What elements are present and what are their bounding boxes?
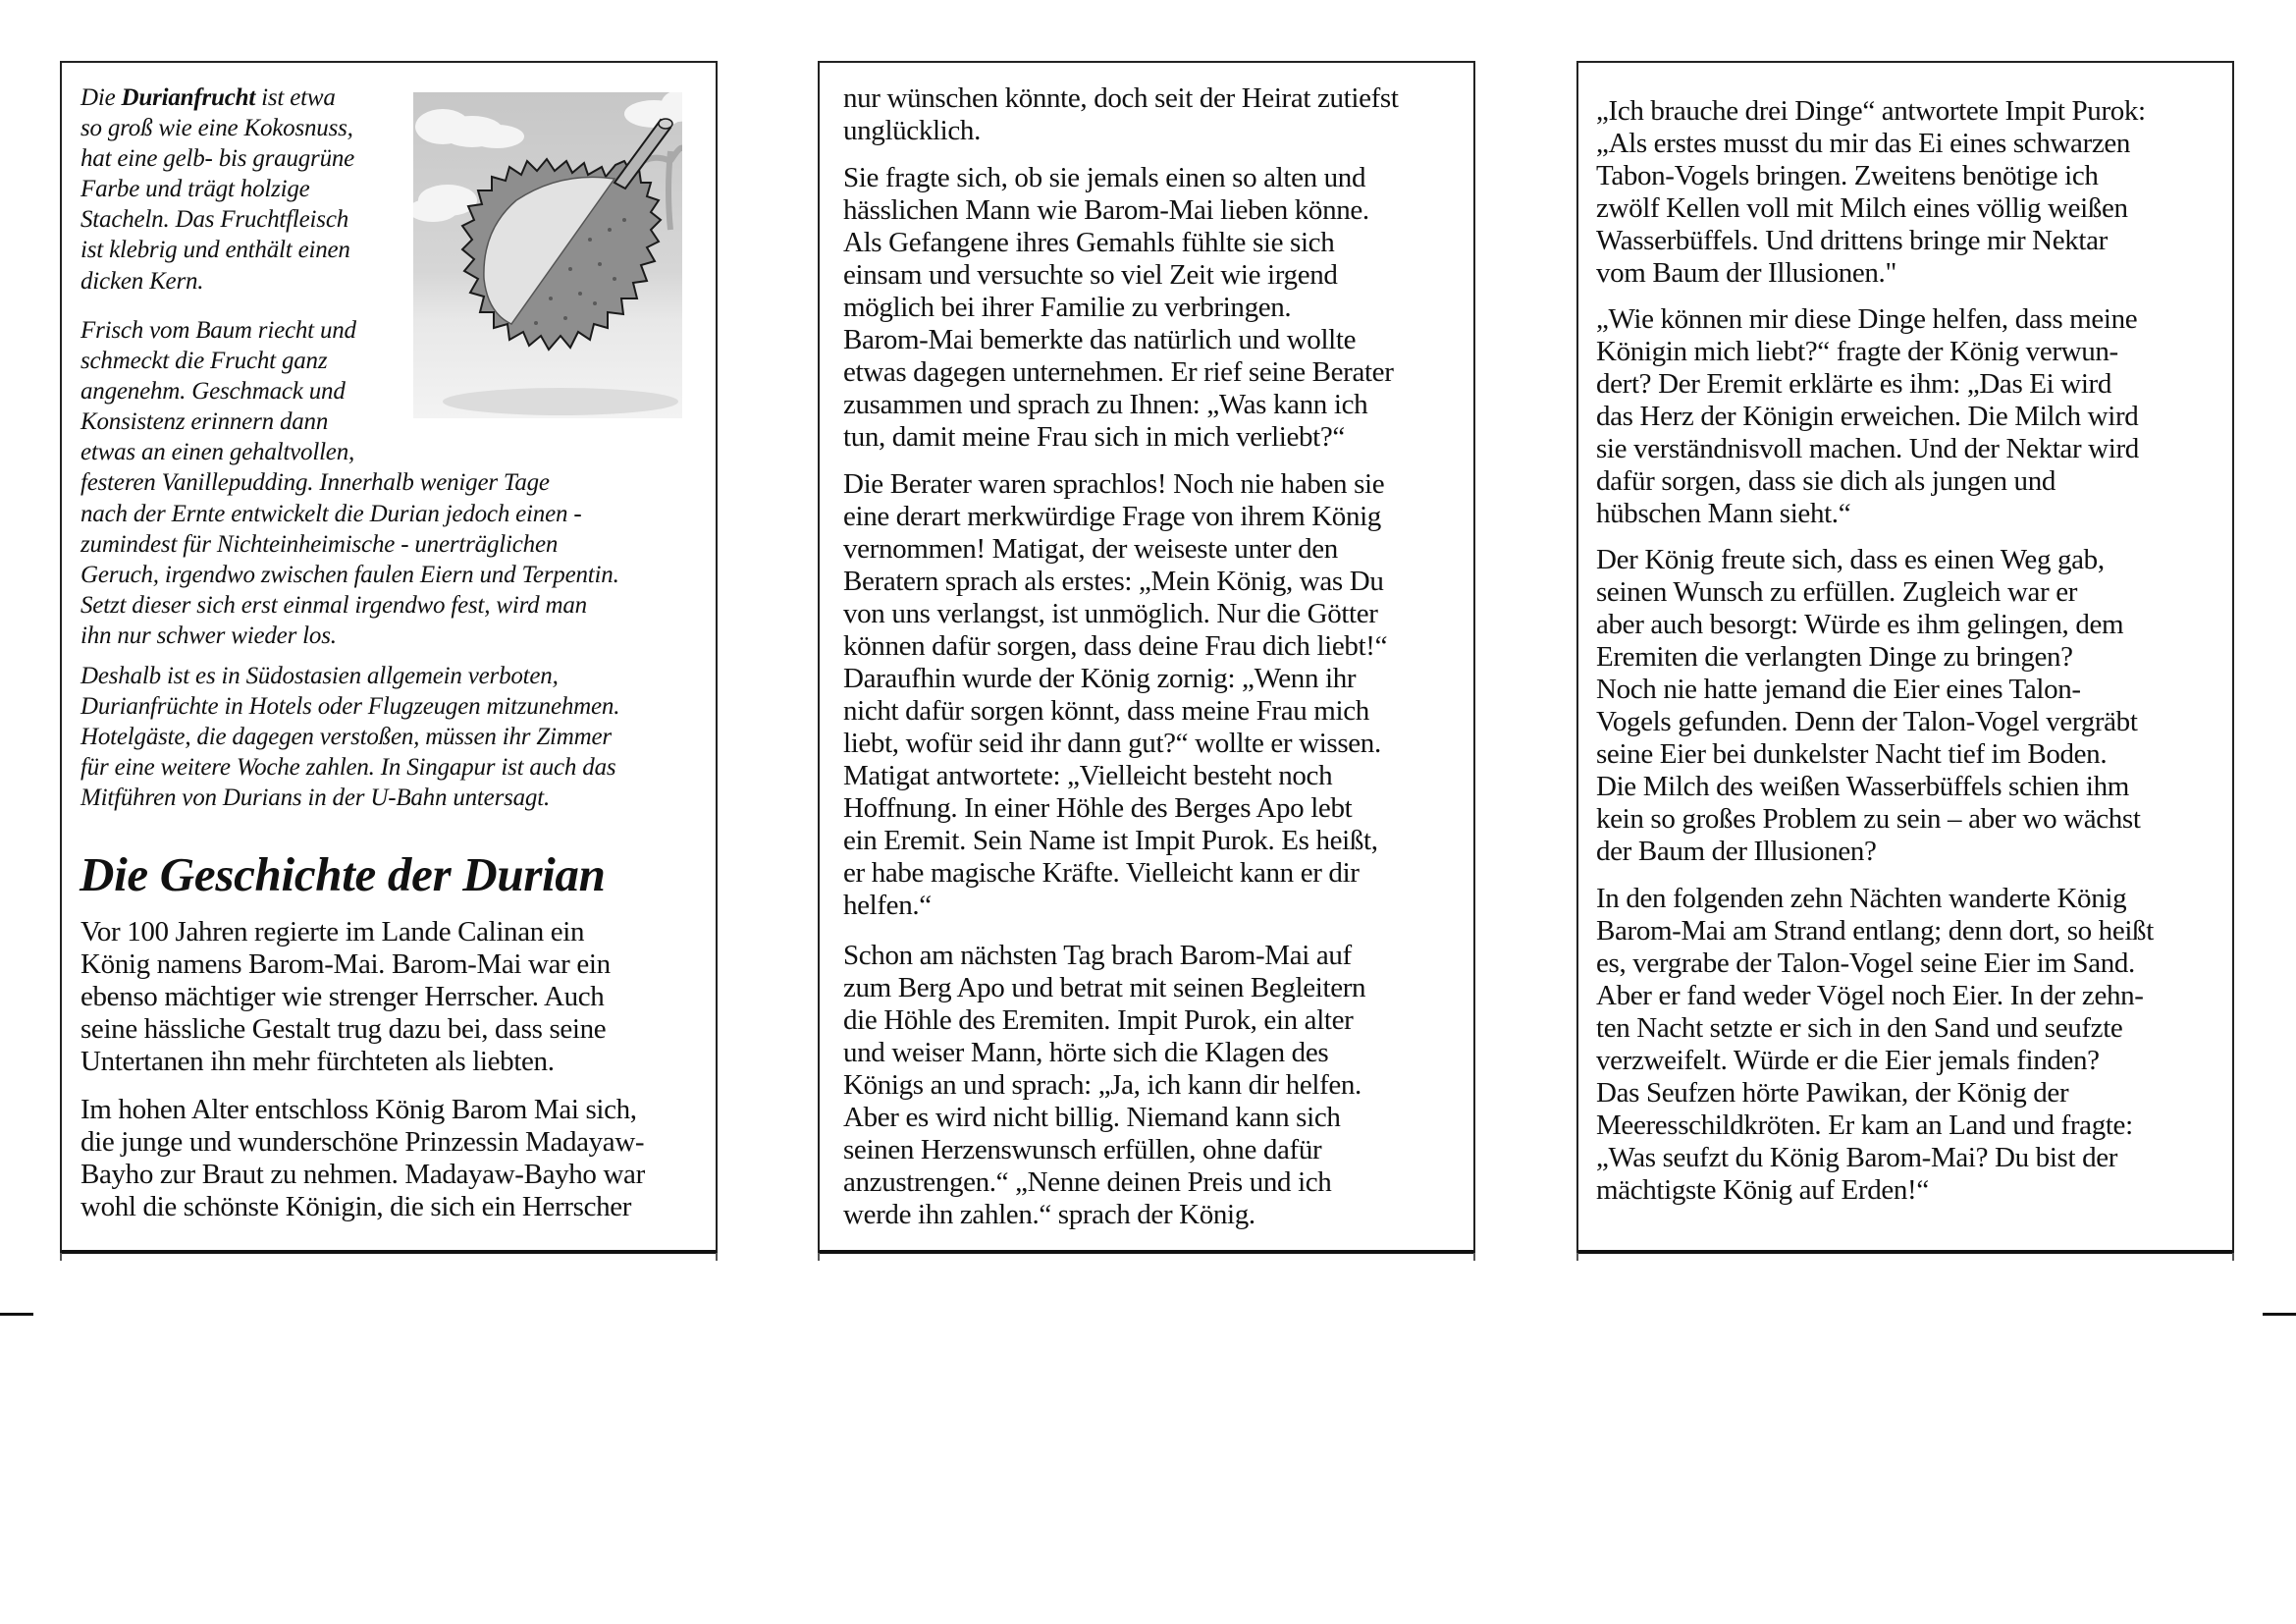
text-line: anzustrengen.“ „Nenne deinen Preis und ich	[843, 1166, 1332, 1198]
text-line: seinen Herzenswunsch erfüllen, ohne dafür	[843, 1134, 1322, 1165]
text-line: „Als erstes musst du mir das Ei eines schwarzen	[1596, 128, 2131, 159]
text-line: Sie fragte sich, ob sie jemals einen so alten und	[843, 162, 1366, 193]
right-fold-mark	[2263, 1313, 2296, 1316]
text-line: ebenso mächtiger wie strenger Herrscher. Auch	[80, 981, 605, 1012]
text-line: ihn nur schwer wieder los.	[80, 622, 337, 649]
text-line: vom Baum der Illusionen."	[1596, 257, 1896, 289]
text-line: hat eine gelb- bis graugrüne	[80, 145, 355, 173]
text-line: etwas an einen gehaltvollen,	[80, 439, 355, 466]
text-line: Barom-Mai am Strand entlang; denn dort, so heißt	[1596, 915, 2154, 947]
text-line: Aber er fand weder Vögel noch Eier. In der zehn-	[1596, 980, 2144, 1011]
text-line: nur wünschen könnte, doch seit der Heirat zutiefst	[843, 82, 1399, 114]
text-line: einsam und versuchte so viel Zeit wie irgend	[843, 259, 1338, 291]
text-line: Aber es wird nicht billig. Niemand kann sich	[843, 1102, 1341, 1133]
text-line: nicht dafür sorgen könnt, dass meine Frau mich	[843, 695, 1369, 727]
text-line: Tabon-Vogels bringen. Zweitens benötige ich	[1596, 160, 2099, 191]
text-line: dafür sorgen, dass sie dich als jungen und	[1596, 465, 2056, 497]
text-line: Bayho zur Braut zu nehmen. Madayaw-Bayho war	[80, 1159, 645, 1190]
story-paragraph-9	[1596, 544, 2141, 868]
text-line: der Baum der Illusionen?	[1596, 836, 1877, 867]
text-line: Vor 100 Jahren regierte im Lande Calinan ein	[80, 916, 585, 947]
border-corner	[716, 1253, 718, 1261]
text-line: möglich bei ihrer Familie zu verbringen.	[843, 292, 1292, 323]
story-paragraph-10	[1596, 883, 2154, 1207]
story-paragraph-6	[843, 940, 1365, 1231]
text-line: zum Berg Apo und betrat mit seinen Begleitern	[843, 972, 1366, 1003]
text-line: hübschen Mann sieht.“	[1596, 498, 1851, 529]
text-line: nach der Ernte entwickelt die Durian jedoch einen -	[80, 500, 582, 527]
text-line: „Was seufzt du König Barom-Mai? Du bist der	[1596, 1142, 2118, 1173]
text-line: mächtigste König auf Erden!“	[1596, 1174, 1929, 1206]
text-line: seinen Wunsch zu erfüllen. Zugleich war er	[1596, 576, 2078, 608]
text-line: hässlichen Mann wie Barom-Mai lieben könne.	[843, 194, 1369, 226]
text-line: „Ich brauche drei Dinge“ antwortete Impit Purok:	[1596, 95, 2146, 127]
info-paragraph-3	[80, 661, 619, 813]
highlighted-term: Durianfrucht	[121, 84, 256, 111]
info-paragraph-1	[80, 82, 354, 297]
story-paragraph-5	[843, 468, 1387, 922]
text-line: werde ihn zahlen.“ sprach der König.	[843, 1199, 1255, 1230]
text-line: seine Eier bei dunkelster Nacht tief im Boden.	[1596, 738, 2108, 770]
text-line: so groß wie eine Kokosnuss,	[80, 115, 353, 142]
text-line: Die Berater waren sprachlos! Noch nie haben sie	[843, 468, 1385, 500]
text-line: eine derart merkwürdige Frage von ihrem König	[843, 501, 1381, 532]
text-line: Der König freute sich, dass es einen Weg gab,	[1596, 544, 2105, 575]
text-line: zwölf Kellen voll mit Milch eines völlig weißen	[1596, 192, 2128, 224]
text-line: Barom-Mai bemerkte das natürlich und wollte	[843, 324, 1357, 355]
left-fold-mark	[0, 1313, 33, 1316]
text-line: festeren Vanillepudding. Innerhalb weniger Tage	[80, 469, 550, 497]
page-panel-2	[818, 61, 1475, 1254]
story-paragraph-3	[843, 82, 1399, 147]
page-panel-3	[1576, 61, 2234, 1254]
border-corner	[1576, 1253, 1578, 1261]
text-line: Durianfrüchte in Hotels oder Flugzeugen mitzunehmen.	[80, 693, 620, 721]
text-line: verzweifelt. Würde er die Eier jemals finden?	[1596, 1045, 2100, 1076]
text-line: Frisch vom Baum riecht und	[80, 317, 356, 344]
text-line: die junge und wunderschöne Prinzessin Madayaw-	[80, 1126, 645, 1158]
text-line: Das Seufzen hörte Pawikan, der König der	[1596, 1077, 2069, 1109]
text-line: Deshalb ist es in Südostasien allgemein verboten,	[80, 663, 559, 689]
text-line: Farbe und trägt holzige	[80, 176, 310, 203]
page-panel-1	[60, 61, 718, 1254]
text-line: angenehm. Geschmack und	[80, 378, 346, 406]
text-line: und weiser Mann, hörte sich die Klagen des	[843, 1037, 1329, 1068]
border-corner	[1473, 1253, 1475, 1261]
text-fragment: ist etwa	[255, 84, 336, 111]
text-line: „Wie können mir diese Dinge helfen, dass meine	[1596, 303, 2138, 335]
text-line: dert? Der Eremit erklärte es ihm: „Das Ei wird	[1596, 368, 2112, 400]
info-paragraph-2	[80, 315, 619, 651]
text-line: Im hohen Alter entschloss König Barom Mai sich,	[80, 1094, 637, 1125]
text-line: König namens Barom-Mai. Barom-Mai war ein	[80, 948, 611, 980]
story-paragraph-2	[80, 1094, 645, 1223]
text-line: ist klebrig und enthält einen	[80, 237, 350, 264]
text-line: von uns verlangst, ist unmöglich. Nur die Götter	[843, 598, 1378, 629]
story-heading: Die Geschichte der Durian	[80, 847, 606, 901]
text-line: Setzt dieser sich erst einmal irgendwo fest, wird man	[80, 591, 587, 619]
story-paragraph-4	[843, 162, 1394, 454]
text-line: kein so großes Problem zu sein – aber wo wächst	[1596, 803, 2141, 835]
text-line: wohl die schönste Königin, die sich ein Herrscher	[80, 1191, 632, 1222]
border-corner	[60, 1253, 62, 1261]
text-line: das Herz der Königin erweichen. Die Milch wird	[1596, 401, 2139, 432]
text-line: In den folgenden zehn Nächten wanderte König	[1596, 883, 2127, 914]
text-line: Daraufhin wurde der König zornig: „Wenn ihr	[843, 663, 1357, 694]
text-line: tun, damit meine Frau sich in mich verliebt?“	[843, 421, 1345, 453]
text-line: Matigat antwortete: „Vielleicht besteht noch	[843, 760, 1333, 791]
text-line: Stacheln. Das Fruchtfleisch	[80, 206, 349, 234]
text-line: Eremiten die verlangten Dinge zu bringen?	[1596, 641, 2073, 673]
text-line: Die Milch des weißen Wasserbüffels schien ihm	[1596, 771, 2129, 802]
text-line: liebt, wofür seid ihr dann gut?“ wollte er wissen.	[843, 728, 1381, 759]
story-paragraph-1	[80, 916, 611, 1078]
text-line: die Höhle des Eremiten. Impit Purok, ein alter	[843, 1004, 1354, 1036]
text-fragment: Die	[80, 84, 122, 111]
story-paragraph-7	[1596, 95, 2146, 290]
text-line: Mitführen von Durians in der U-Bahn untersagt.	[80, 785, 551, 812]
text-line: Meeresschildkröten. Er kam an Land und fragte:	[1596, 1110, 2133, 1141]
text-line: Schon am nächsten Tag brach Barom-Mai auf	[843, 940, 1352, 971]
text-line: es, vergrabe der Talon-Vogel seine Eier im Sand.	[1596, 947, 2135, 979]
text-line: Konsistenz erinnern dann	[80, 408, 329, 436]
text-line: Königin mich liebt?“ fragte der König verwun-	[1596, 336, 2118, 367]
text-line: zusammen und sprach zu Ihnen: „Was kann ich	[843, 389, 1368, 420]
text-line: Als Gefangene ihres Gemahls fühlte sie sich	[843, 227, 1335, 258]
border-corner	[818, 1253, 820, 1261]
text-line: Beratern sprach als erstes: „Mein König, was Du	[843, 566, 1384, 597]
text-line: er habe magische Kräfte. Vielleicht kann er dir	[843, 857, 1360, 889]
story-paragraph-8	[1596, 303, 2139, 530]
text-line: Hoffnung. In einer Höhle des Berges Apo lebt	[843, 792, 1353, 824]
text-line: für eine weitere Woche zahlen. In Singapur ist auch das	[80, 754, 616, 782]
text-line: dicken Kern.	[80, 267, 204, 295]
text-line: ten Nacht setzte er sich in den Sand und seufzte	[1596, 1012, 2123, 1044]
text-line: Königs an und sprach: „Ja, ich kann dir helfen.	[843, 1069, 1362, 1101]
text-line: Hotelgäste, die dagegen verstoßen, müssen ihr Zimmer	[80, 724, 612, 751]
text-line: ein Eremit. Sein Name ist Impit Purok. Es heißt,	[843, 825, 1378, 856]
text-line: Noch nie hatte jemand die Eier eines Talon-	[1596, 674, 2081, 705]
text-line: etwas dagegen unternehmen. Er rief seine Berater	[843, 356, 1394, 388]
text-line: zumindest für Nichteinheimische - unerträglichen	[80, 530, 559, 558]
text-line: schmeckt die Frucht ganz	[80, 348, 328, 375]
border-corner	[2232, 1253, 2234, 1261]
text-line: Wasserbüffels. Und drittens bringe mir Nektar	[1596, 225, 2108, 256]
text-line: können dafür sorgen, dass deine Frau dich liebt!“	[843, 630, 1388, 662]
text-line: helfen.“	[843, 890, 932, 921]
text-line: Geruch, irgendwo zwischen faulen Eiern und Terpentin.	[80, 561, 619, 588]
text-line: Vogels gefunden. Denn der Talon-Vogel vergräbt	[1596, 706, 2138, 737]
text-line: aber auch besorgt: Würde es ihm gelingen, dem	[1596, 609, 2124, 640]
text-line: unglücklich.	[843, 115, 981, 146]
text-line	[80, 82, 354, 113]
text-line: sie verständnisvoll machen. Und der Nektar wird	[1596, 433, 2139, 464]
text-line: vernommen! Matigat, der weiseste unter den	[843, 533, 1338, 565]
text-line: seine hässliche Gestalt trug dazu bei, dass seine	[80, 1013, 607, 1045]
text-line: Untertanen ihn mehr fürchteten als liebten.	[80, 1046, 555, 1077]
